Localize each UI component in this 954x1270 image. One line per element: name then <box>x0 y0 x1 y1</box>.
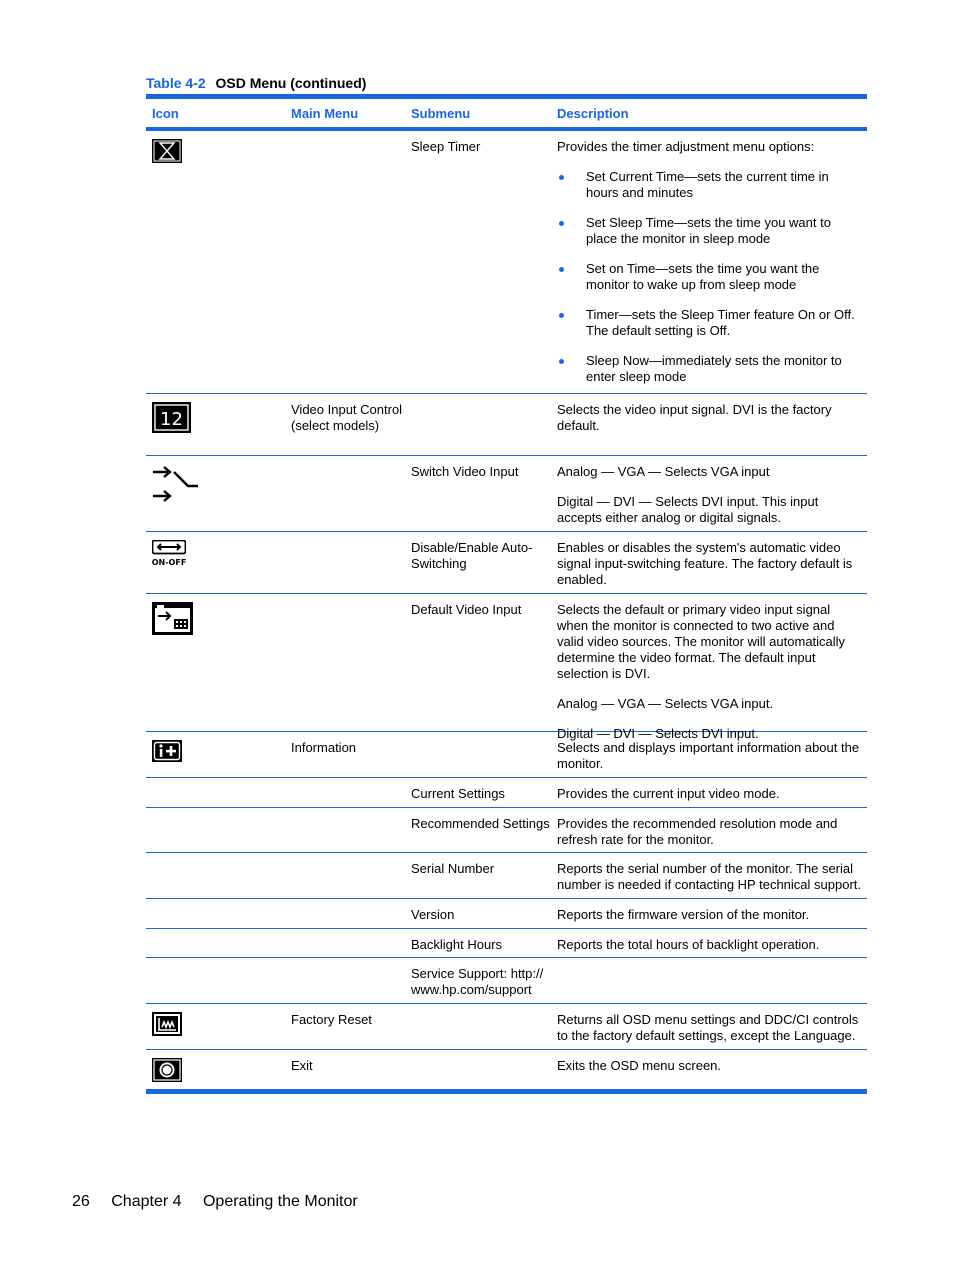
description-text: Returns all OSD menu settings and DDC/CI controls to the factory default settings, except the Language. <box>557 1012 859 1043</box>
submenu-cell: Version <box>411 907 455 922</box>
table-row <box>146 732 867 778</box>
description-text: Selects the default or primary video input signal when the monitor is connected to two active and valid video sources. The monitor will automatically determine the video format. The default input selection is DVI. <box>557 602 846 681</box>
factory-reset-icon <box>146 1004 285 1049</box>
table-row <box>146 532 867 594</box>
submenu-cell <box>405 1050 551 1089</box>
table-row <box>146 929 867 958</box>
description-cell <box>551 594 867 741</box>
description-cell <box>551 732 867 777</box>
table-row <box>146 456 867 532</box>
description-text: Reports the total hours of backlight operation. <box>557 937 820 952</box>
exit-icon <box>146 1050 285 1089</box>
main-menu-cell <box>285 853 405 898</box>
table-row <box>146 131 867 394</box>
main-menu-cell <box>285 594 405 731</box>
table-title: OSD Menu (continued) <box>215 75 367 91</box>
submenu-cell: Serial Number <box>411 861 495 876</box>
table-row <box>146 958 867 1004</box>
main-menu-cell <box>285 808 405 852</box>
description-text: Exits the OSD menu screen. <box>557 1058 722 1073</box>
description-cell <box>551 778 867 807</box>
submenu-cell: Backlight Hours <box>411 937 503 952</box>
description-text: Reports the firmware version of the monitor. <box>557 907 810 922</box>
svg-text:ON-OFF: ON-OFF <box>152 558 186 566</box>
table-row <box>146 899 867 929</box>
icon-cell <box>146 778 285 807</box>
table-caption <box>146 75 366 91</box>
submenu-cell: Service Support: http:// www.hp.com/support <box>411 966 544 997</box>
description-cell <box>551 899 867 928</box>
osd-menu-table <box>146 94 867 1094</box>
chapter-title: Operating the Monitor <box>202 1193 358 1210</box>
description-text: Provides the timer adjustment menu options: <box>557 139 815 154</box>
information-icon <box>146 732 285 777</box>
description-cell <box>551 958 867 1003</box>
submenu-cell: Default Video Input <box>411 602 522 617</box>
main-menu-cell <box>285 958 405 1003</box>
description-text: Enables or disables the system's automatic video signal input-switching feature. The factory default is enabled. <box>557 540 853 587</box>
icon-cell <box>146 929 285 957</box>
table-header <box>146 99 867 127</box>
table-row <box>146 778 867 808</box>
table-row <box>146 1050 867 1090</box>
table-bottom-rule <box>146 1089 867 1094</box>
table-number: Table 4-2 <box>146 75 206 91</box>
description-text: Analog — VGA — Selects VGA input <box>557 464 770 479</box>
bullet-item: Set Current Time—sets the current time in hours and minutes <box>557 169 863 201</box>
header-description: Description <box>557 105 629 121</box>
table-row <box>146 394 867 456</box>
main-menu-cell <box>285 456 405 531</box>
description-cell <box>551 131 867 393</box>
description-cell <box>551 394 867 455</box>
bullet-item: Set Sleep Time—sets the time you want to place the monitor in sleep mode <box>557 215 863 247</box>
auto-switch-icon <box>146 532 285 593</box>
main-menu-cell <box>285 131 405 393</box>
description-text: Digital — DVI — Selects DVI input. This input accepts either analog or digital signals. <box>557 494 819 525</box>
table-row <box>146 1004 867 1050</box>
submenu-cell: Current Settings <box>411 786 505 801</box>
description-text: Provides the current input video mode. <box>557 786 780 801</box>
chapter-label: Chapter 4 <box>111 1193 182 1210</box>
submenu-cell: Disable/Enable Auto-Switching <box>411 540 533 571</box>
bullet-item: Set on Time—sets the time you want the monitor to wake up from sleep mode <box>557 261 863 293</box>
description-cell <box>551 532 867 593</box>
header-icon: Icon <box>152 105 179 121</box>
description-cell <box>551 808 867 852</box>
description-cell <box>551 929 867 957</box>
sleep-timer-icon <box>146 131 285 393</box>
main-menu-cell <box>285 778 405 807</box>
table-row <box>146 808 867 853</box>
submenu-cell: Sleep Timer <box>411 139 481 154</box>
submenu-cell: Switch Video Input <box>411 464 519 479</box>
description-text: Selects and displays important information about the monitor. <box>557 740 860 771</box>
icon-cell <box>146 899 285 928</box>
main-menu-cell: Exit <box>291 1058 313 1073</box>
header-submenu: Submenu <box>411 105 471 121</box>
header-main-menu: Main Menu <box>291 105 359 121</box>
bullet-item: Sleep Now—immediately sets the monitor to enter sleep mode <box>557 353 863 385</box>
submenu-cell <box>405 1004 551 1049</box>
icon-cell <box>146 958 285 1003</box>
main-menu-cell <box>285 899 405 928</box>
switch-input-icon <box>146 456 285 531</box>
table-row <box>146 594 867 741</box>
description-cell <box>551 853 867 898</box>
video-input-icon <box>146 394 285 455</box>
description-text: Provides the recommended resolution mode and refresh rate for the monitor. <box>557 816 838 847</box>
description-cell <box>551 1004 867 1049</box>
description-cell <box>551 456 867 531</box>
icon-cell <box>146 853 285 898</box>
bullet-list <box>557 169 863 385</box>
main-menu-cell: Factory Reset <box>291 1012 372 1027</box>
svg-text:12: 12 <box>160 409 183 430</box>
bullet-item: Timer—sets the Sleep Timer feature On or Off. The default setting is Off. <box>557 307 863 339</box>
table-row <box>146 853 867 899</box>
default-input-icon <box>146 594 285 731</box>
submenu-cell <box>405 394 551 455</box>
icon-cell <box>146 808 285 852</box>
submenu-cell <box>405 732 551 777</box>
main-menu-cell: Video Input Control (select models) <box>291 402 403 433</box>
description-text: Selects the video input signal. DVI is the factory default. <box>557 402 832 433</box>
description-text: Digital — DVI — Selects DVI input. <box>557 726 759 741</box>
description-text: Analog — VGA — Selects VGA input. <box>557 696 774 711</box>
main-menu-cell <box>285 929 405 957</box>
page-footer <box>72 1193 375 1211</box>
description-text: Reports the serial number of the monitor. The serial number is needed if contacting HP technical support. <box>557 861 861 892</box>
page-number: 26 <box>72 1193 90 1210</box>
description-cell <box>551 1050 867 1089</box>
submenu-cell: Recommended Settings <box>411 816 550 831</box>
main-menu-cell: Information <box>291 740 357 755</box>
main-menu-cell <box>285 532 405 593</box>
